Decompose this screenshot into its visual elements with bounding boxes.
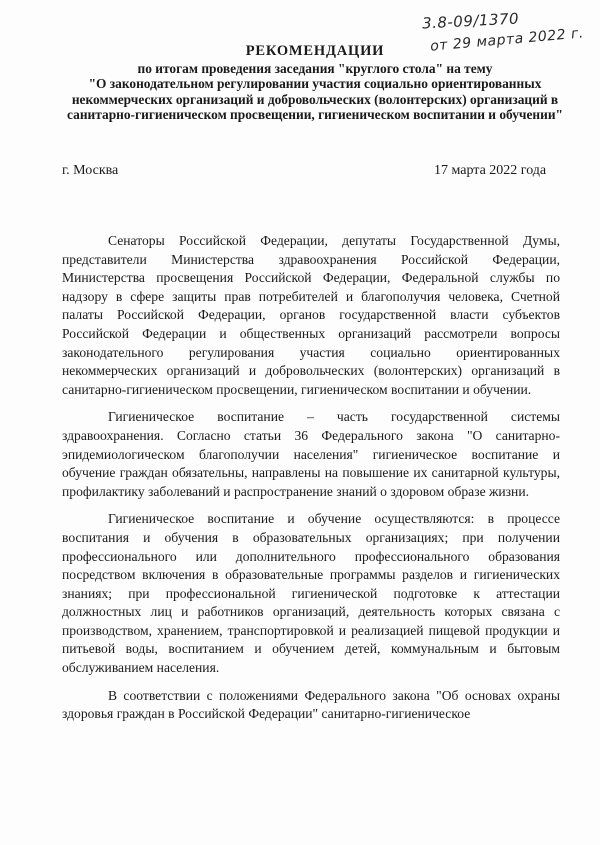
handwritten-received-date: от 29 марта 2022 г. xyxy=(429,25,585,55)
document-subtitle-topic: "О законодательном регулировании участия социально ориентированных некоммерческих организаций и добровольческих (волонтерских) организаций в санитарно-гигиеническом просвещении, гигиеническом воспитании и обучении" xyxy=(67,76,563,123)
document-subtitle-line1: по итогам проведения заседания "круглого стола" на тему xyxy=(137,60,493,76)
body-paragraph: Сенаторы Российской Федерации, депутаты Государственной Думы, представители Министерства здравоохранения Российской Федерации, Министерства просвещения Российской Федерации, Федеральной службы по надзору в сфере защиты прав потребителей и благополучия человека, Счетной палаты Российской Федерации, органов государственной власти субъектов Российской Федерации и общественных организаций рассмотрели вопросы законодательного регулирования участия социально ориентированных некоммерческих организаций и добровольческих (волонтерских) организаций в санитарно-гигиеническом просвещении, гигиеническом воспитании и обучении. xyxy=(62,233,560,397)
document-header xyxy=(60,44,570,123)
handwritten-reference-number: 3.8-09/1370 xyxy=(421,9,520,33)
body-paragraph: Гигиеническое воспитание – часть государственной системы здравоохранения. Согласно статьи 36 Федерального закона "О санитарно-эпидемиологическом благополучии населения" гигиеническое воспитание и обучение граждан обязательны, направлены на повышение их санитарной культуры, профилактику заболеваний и распространение знаний о здоровом образе жизни. xyxy=(62,409,560,499)
document-place: г. Москва xyxy=(62,163,119,178)
document-body xyxy=(62,232,560,733)
document-date: 17 марта 2022 года xyxy=(434,163,547,178)
body-paragraph: В соответствии с положениями Федерального закона "Об основах охраны здоровья граждан в Российской Федерации" санитарно-гигиеническое xyxy=(62,687,560,722)
body-paragraph: Гигиеническое воспитание и обучение осуществляются: в процессе воспитания и обучения в образовательных организациях; при получении профессионального или дополнительного профессионального образования посредством включения в образовательные программы разделов и гигиенических знаниях; при профессиональной гигиенической подготовке к аттестации должностных лиц и работников организаций, деятельность которых связана с производством, хранением, транспортировкой и реализацией пищевой продукции и питьевой воды, воспитанием и обучением детей, коммунальным и бытовым обслуживанием населения. xyxy=(62,511,560,676)
document-title: РЕКОМЕНДАЦИИ xyxy=(245,43,385,59)
